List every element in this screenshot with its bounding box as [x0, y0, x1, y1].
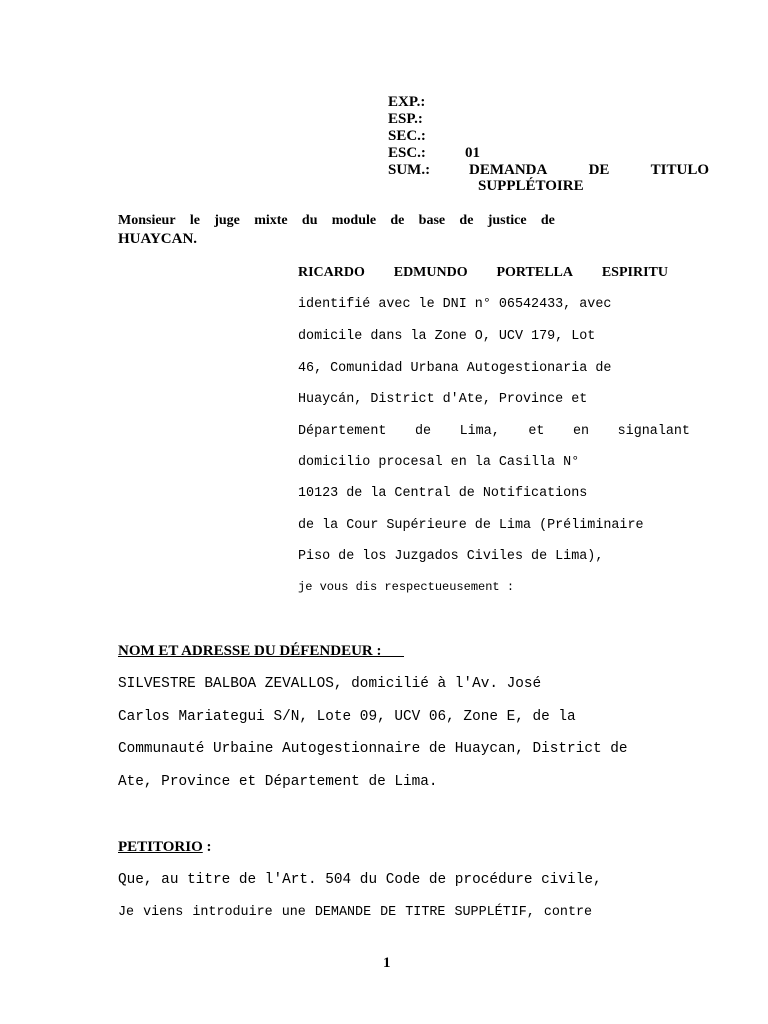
addressee-word: justice [487, 213, 527, 228]
applicant-line: domicile dans la Zone O, UCV 179, Lot [298, 329, 596, 344]
esc-value: 01 [465, 145, 480, 161]
addressee-word: Monsieur [118, 213, 176, 228]
applicant-word: signalant [617, 424, 690, 439]
applicant-name-word: ESPIRITU [601, 265, 668, 280]
addressee-word: mixte [254, 213, 288, 228]
applicant-word: Lima, [459, 424, 500, 439]
page-number: 1 [383, 955, 391, 971]
addressee-word: de [540, 213, 555, 228]
defendant-line: SILVESTRE BALBOA ZEVALLOS, domicilié à l'Av. José [118, 676, 542, 692]
applicant-word: en [573, 424, 590, 439]
petition-line: Que, au titre de l'Art. 504 du Code de procédure civile, [118, 872, 602, 888]
defendant-line: Communauté Urbaine Autogestionnaire de Huaycan, District de [118, 741, 628, 757]
petition-heading [118, 839, 212, 856]
applicant-line: domicilio procesal en la Casilla N° [298, 455, 580, 470]
addressee-word: juge [214, 213, 240, 228]
summary-title [469, 162, 709, 179]
applicant-word: de [414, 424, 432, 439]
applicant-line: Piso de los Juzgados Civiles de Lima), [298, 549, 604, 564]
applicant-line: identifié avec le DNI n° 06542433, avec [298, 297, 612, 312]
petition-heading-suffix: : [202, 839, 212, 855]
addressee-word: base [418, 213, 446, 228]
summary-word: TITULO [650, 162, 709, 178]
sec-label: SEC.: [388, 128, 426, 144]
applicant-line: Huaycán, District d'Ate, Province et [298, 392, 588, 407]
applicant-line: 10123 de la Central de Notifications [298, 486, 588, 501]
applicant-name-word: PORTELLA [496, 265, 573, 280]
applicant-closing: je vous dis respectueusement : [298, 580, 515, 594]
esp-label: ESP.: [388, 111, 423, 127]
summary-title-line2: SUPPLÉTOIRE [478, 178, 584, 194]
sum-label: SUM.: [388, 162, 431, 178]
applicant-name [298, 265, 668, 281]
summary-word: DEMANDA [469, 162, 548, 178]
applicant-name-word: EDMUNDO [393, 265, 468, 280]
addressee-word: module [331, 213, 377, 228]
exp-label: EXP.: [388, 94, 426, 110]
heading-underline-pad [382, 643, 405, 659]
applicant-line: de la Cour Supérieure de Lima (Préliminaire [298, 518, 644, 533]
defendant-heading-text: NOM ET ADRESSE DU DÉFENDEUR : [118, 643, 382, 659]
petition-line: Je viens introduire une DEMANDE DE TITRE SUPPLÉTIF, contre [118, 905, 593, 920]
petition-heading-text: PETITORIO [118, 839, 203, 855]
addressee-word: de [459, 213, 474, 228]
applicant-line-justified [298, 424, 690, 440]
addressee-line2: HUAYCAN. [118, 231, 198, 247]
addressee-word: de [390, 213, 405, 228]
defendant-line: Carlos Mariategui S/N, Lote 09, UCV 06, Zone E, de la [118, 709, 576, 725]
addressee-line1 [118, 213, 555, 229]
defendant-line: Ate, Province et Département de Lima. [118, 774, 438, 790]
applicant-line: 46, Comunidad Urbana Autogestionaria de [298, 361, 612, 376]
applicant-word: Département [298, 424, 387, 439]
applicant-word: et [528, 424, 545, 439]
esc-label: ESC.: [388, 145, 426, 161]
addressee-word: le [189, 213, 200, 228]
addressee-word: du [301, 213, 318, 228]
applicant-name-word: RICARDO [298, 265, 365, 280]
summary-word: DE [588, 162, 610, 178]
defendant-heading [118, 643, 404, 660]
